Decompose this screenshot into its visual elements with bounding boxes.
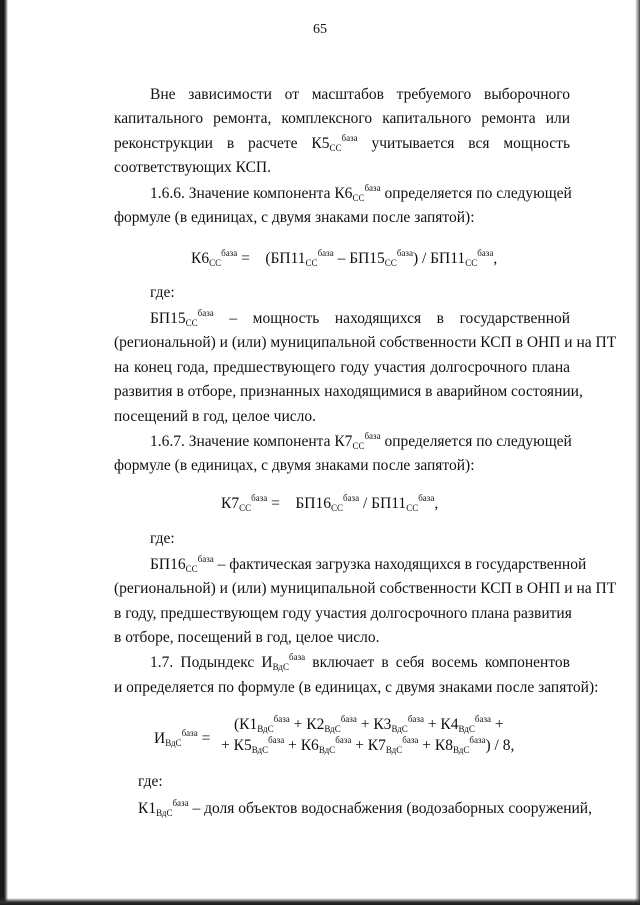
formula-superscript: база <box>477 248 494 258</box>
word: компонентов <box>484 654 570 671</box>
word: мощность <box>503 135 571 152</box>
symbol-subscript: СС <box>185 564 198 574</box>
word: требуемого <box>396 86 472 103</box>
formula-term: + К2 <box>289 716 325 733</box>
word: себя <box>395 654 425 671</box>
scan-edge-right <box>635 0 640 905</box>
formula-k6 <box>191 248 498 268</box>
para5-line4: в отборе, посещений в год, целое число. <box>114 629 380 646</box>
word: году <box>282 605 312 622</box>
formula-ivds-row2 <box>221 735 515 755</box>
formula-subscript: ВдС <box>458 724 475 734</box>
where-label-3: где: <box>138 773 163 790</box>
word: в <box>176 383 184 400</box>
formula-term: (К1 <box>234 716 258 733</box>
formula-end: , <box>434 495 439 512</box>
formula-superscript: база <box>474 714 492 724</box>
formula-subscript: СС <box>406 503 419 513</box>
formula-subscript: ВдС <box>318 745 336 755</box>
symbol-k5 <box>311 135 357 152</box>
symbol-superscript: база <box>364 183 381 193</box>
para2-line2: формуле (в единицах, с двумя знаками после запятой): <box>114 209 475 226</box>
symbol-superscript: база <box>341 133 358 143</box>
formula-end: + <box>491 716 504 733</box>
formula-subscript: ВдС <box>391 724 408 734</box>
word: находящимися <box>324 383 422 400</box>
word: в <box>436 310 444 327</box>
formula-superscript: база <box>396 248 413 258</box>
formula-superscript: база <box>268 735 285 745</box>
word: вся <box>468 135 490 152</box>
formula-term: + К5 <box>221 737 252 754</box>
formula-superscript: база <box>402 735 419 745</box>
formula-subscript: СС <box>239 503 252 513</box>
para3-line1 <box>150 308 571 328</box>
word: капитального <box>382 110 472 127</box>
symbol-superscript: база <box>197 308 214 318</box>
symbol-superscript: база <box>172 798 189 808</box>
word: признанных <box>240 383 321 400</box>
word: плана <box>531 359 571 376</box>
word: в <box>114 605 122 622</box>
word: от <box>284 86 299 103</box>
word: 1.6.7. Значение <box>150 433 250 450</box>
formula-term: + К6 <box>284 737 319 754</box>
formula-equals: = <box>267 495 280 512</box>
formula-term: ) / БП11 <box>412 250 466 267</box>
para6-line1 <box>150 652 570 672</box>
word: расчете <box>248 135 298 152</box>
word: комплексного <box>281 110 373 127</box>
symbol-subscript: СС <box>352 441 365 451</box>
word: компонента <box>253 433 331 450</box>
formula-ivds-lhs <box>154 728 211 748</box>
formula-superscript: база <box>342 493 360 503</box>
symbol-base: К1 <box>138 800 157 817</box>
para3-line4 <box>114 383 583 400</box>
formula-superscript: база <box>181 728 198 738</box>
symbol-subscript: ВдС <box>272 662 289 672</box>
para1-line4: соответствующих КСП. <box>114 159 272 176</box>
para3-line2: (региональной) и (или) муниципальной собственности КСП в ОНП и на ПТ <box>114 334 617 351</box>
formula-term: К7 <box>221 495 240 512</box>
where-label-2: где: <box>150 530 175 547</box>
symbol-ivds <box>261 654 305 671</box>
formula-subscript: СС <box>209 258 222 268</box>
formula-term: + К8 <box>418 737 453 754</box>
formula-superscript: база <box>418 493 435 503</box>
formula-subscript: ВдС <box>251 745 269 755</box>
word: зависимости <box>188 86 272 103</box>
formula-subscript: СС <box>305 258 318 268</box>
formula-subscript: ВдС <box>165 738 182 748</box>
word: участия <box>374 359 426 376</box>
word: или <box>545 110 571 127</box>
word: компонента <box>253 185 331 202</box>
symbol-base: БП15 <box>150 310 186 327</box>
formula-term: + К7 <box>351 737 386 754</box>
word: по <box>476 185 493 202</box>
formula-subscript: ВдС <box>324 724 341 734</box>
symbol-subscript: СС <box>352 193 365 203</box>
para2-line1 <box>150 183 572 203</box>
word: реконструкции <box>114 135 213 152</box>
word: года, <box>176 359 209 376</box>
word: определяется <box>384 185 473 202</box>
word: развития <box>513 605 572 622</box>
symbol-k1vds <box>138 800 189 817</box>
formula-term: (БП11 <box>265 250 306 267</box>
word: 1.7. Подындекс <box>150 654 255 671</box>
where-label-1: где: <box>150 284 175 301</box>
para1-line3 <box>114 133 571 153</box>
para5-line1 <box>150 554 587 574</box>
formula-superscript: база <box>317 248 334 258</box>
word: государственной <box>459 310 571 327</box>
formula-end: , <box>493 250 498 267</box>
word: году, <box>125 605 157 622</box>
formula-term: – БП15 <box>333 250 385 267</box>
formula-subscript: СС <box>465 258 478 268</box>
formula-k7 <box>221 493 439 513</box>
word: конец <box>133 359 172 376</box>
word: состоянии, <box>511 383 583 400</box>
formula-subscript: СС <box>384 258 397 268</box>
symbol-base: И <box>261 654 273 671</box>
scan-edge-bottom <box>0 898 640 905</box>
text: – доля объектов водоснабжения (водозаборных сооружений, <box>188 800 592 817</box>
word: в <box>425 383 433 400</box>
formula-equals: = <box>237 250 250 267</box>
word: в <box>381 654 389 671</box>
formula-subscript: СС <box>330 503 343 513</box>
symbol-subscript: ВдС <box>156 808 173 818</box>
word: капитального <box>114 110 204 127</box>
symbol-k6 <box>334 185 380 202</box>
formula-equals: = <box>197 730 211 747</box>
word: восемь <box>431 654 478 671</box>
word: по <box>476 433 493 450</box>
symbol-base: К7 <box>334 433 353 450</box>
formula-term: БП16 <box>295 495 331 512</box>
formula-superscript: база <box>335 735 352 745</box>
word: учитывается <box>371 135 455 152</box>
symbol-bp15 <box>150 310 214 327</box>
formula-subscript: ВдС <box>453 745 470 755</box>
page-number: 65 <box>313 22 327 37</box>
scan-edge-left <box>0 0 8 905</box>
word: включает <box>312 654 375 671</box>
word: отборе, <box>187 383 237 400</box>
word: мощность <box>252 310 320 327</box>
word: предшествующем <box>160 605 279 622</box>
para1-line2 <box>114 111 570 127</box>
para4-line2: формуле (в единицах, с двумя знаками после запятой): <box>114 457 475 474</box>
word: ремонта <box>481 110 536 127</box>
symbol-k7 <box>334 433 380 450</box>
symbol-superscript: база <box>197 554 214 564</box>
word: развития <box>114 383 173 400</box>
formula-term: + К3 <box>356 716 392 733</box>
symbol-superscript: база <box>289 652 306 662</box>
word: выборочного <box>484 86 571 103</box>
para6-line2: и определяется по формуле (в единицах, с двумя знаками после запятой): <box>114 679 599 696</box>
word: следующей <box>496 433 572 450</box>
formula-superscript: база <box>251 493 268 503</box>
word: участия <box>315 605 367 622</box>
symbol-bp16 <box>150 556 214 573</box>
formula-superscript: база <box>469 735 486 745</box>
word: году <box>340 359 370 376</box>
formula-subscript: ВдС <box>385 745 403 755</box>
word: ремонта, <box>213 110 272 127</box>
formula-superscript: база <box>221 248 238 258</box>
symbol-superscript: база <box>364 431 381 441</box>
word: следующей <box>496 185 572 202</box>
word: Вне <box>150 86 176 103</box>
word: определяется <box>384 433 473 450</box>
para1-line1 <box>150 87 570 103</box>
para5-line2: (региональной) и (или) муниципальной собственности КСП в ОНП и на ПТ <box>114 580 617 597</box>
formula-superscript: база <box>273 714 290 724</box>
formula-superscript: база <box>340 714 357 724</box>
word: долгосрочного <box>370 605 468 622</box>
dash: – <box>229 310 238 327</box>
para5-line3 <box>114 606 570 622</box>
word: предшествующего <box>213 359 336 376</box>
formula-term: / БП11 <box>359 495 407 512</box>
word: в <box>226 135 235 152</box>
symbol-subscript: СС <box>185 318 198 328</box>
formula-superscript: база <box>407 714 424 724</box>
symbol-base: БП16 <box>150 556 186 573</box>
word: 1.6.6. Значение <box>150 185 250 202</box>
word: аварийном <box>436 383 508 400</box>
word: находящихся <box>334 310 422 327</box>
symbol-subscript: СС <box>329 143 342 153</box>
formula-end: ) / 8, <box>485 737 515 754</box>
formula-ivds-row1 <box>234 714 504 734</box>
word: масштабов <box>311 86 384 103</box>
formula-term: К6 <box>191 250 210 267</box>
para7-line1 <box>138 798 592 818</box>
para3-line5: посещений в год, целое число. <box>114 408 316 425</box>
word: на <box>114 359 130 376</box>
symbol-base: К6 <box>334 185 353 202</box>
text: – фактическая загрузка находящихся в государственной <box>217 556 587 573</box>
formula-term: + К4 <box>423 716 459 733</box>
symbol-base: К5 <box>311 135 330 152</box>
word: плана <box>471 605 510 622</box>
word: долгосрочного <box>430 359 528 376</box>
formula-subscript: ВдС <box>257 724 274 734</box>
para4-line1 <box>150 431 572 451</box>
formula-term: И <box>154 730 166 747</box>
para3-line3 <box>114 360 570 376</box>
